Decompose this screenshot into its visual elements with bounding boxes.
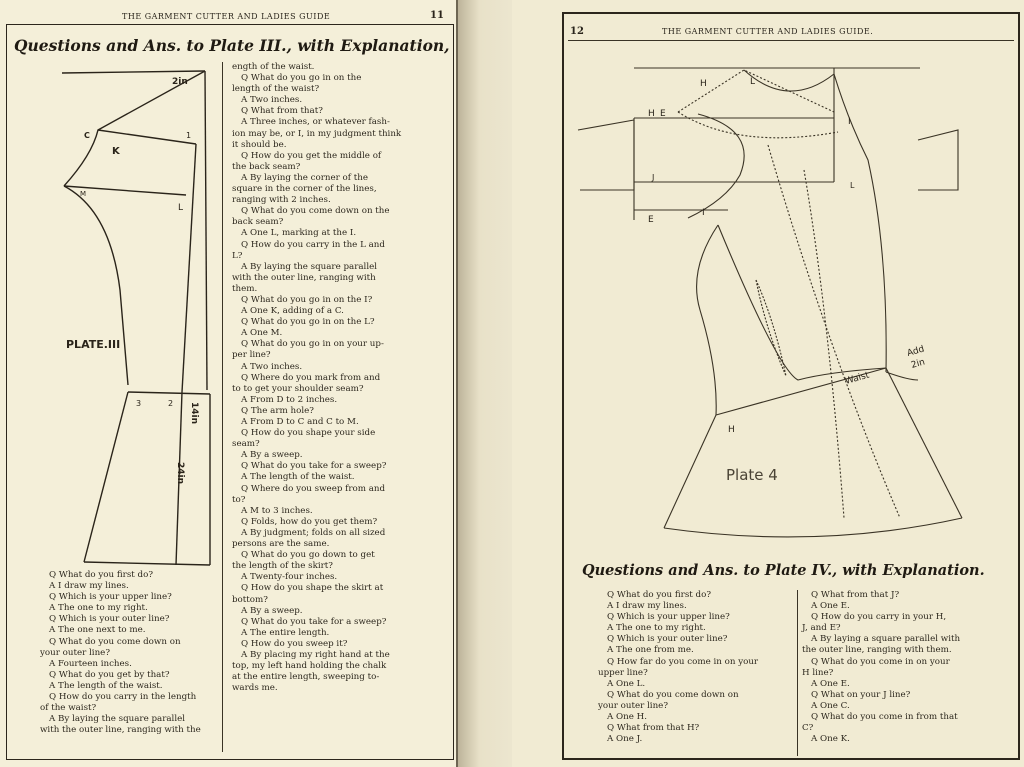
- answer-line: A One H.: [607, 712, 647, 723]
- label-l: L: [750, 77, 756, 87]
- question-line: Q What do you take for a sweep?: [241, 461, 387, 472]
- question-line: Q What from that J?: [811, 590, 900, 600]
- continuation-line: ion may be, or I, in my judgment think: [232, 128, 402, 139]
- continuation-line: the back seam?: [232, 161, 301, 172]
- answer-line: A By laying the square parallel: [49, 714, 186, 725]
- question-line: Q What do you come down on the: [241, 206, 390, 217]
- continuation-line: square in the corner of the lines,: [232, 184, 377, 195]
- question-line: Q What do you first do?: [49, 570, 153, 580]
- plate-title: Plate 4: [726, 466, 778, 484]
- label-k: K: [112, 146, 120, 157]
- answer-line: A From D to 2 inches.: [241, 394, 338, 405]
- question-line: Q What from that?: [241, 106, 323, 117]
- answer-line: A Fourteen inches.: [49, 658, 132, 669]
- label-i: I: [848, 117, 851, 127]
- label-h-e-h: H: [648, 109, 655, 119]
- answer-line: A The length of the waist.: [49, 680, 163, 691]
- continuation-line: with the outer line, ranging with the: [40, 725, 201, 736]
- answer-line: A Twenty-four inches.: [241, 572, 338, 583]
- answer-line: A By a sweep.: [241, 605, 303, 616]
- label-waist: Waist: [844, 370, 871, 387]
- continuation-line: to to get your shoulder seam?: [232, 383, 364, 394]
- question-line: Q Which is your outer line?: [49, 614, 170, 625]
- answer-line: A One L.: [607, 678, 646, 689]
- page-number: 12: [570, 26, 584, 37]
- page-number: 11: [430, 10, 444, 21]
- question-line: Q What do you get by that?: [49, 669, 170, 680]
- question-line: Q Where do you sweep from and: [241, 483, 386, 494]
- continuation-line: ength of the waist.: [232, 62, 315, 72]
- continuation-line: ranging with 2 inches.: [232, 195, 331, 206]
- answer-line: A By laying the square parallel: [241, 261, 378, 272]
- question-line: Q The arm hole?: [241, 405, 314, 416]
- left-right-column: [232, 62, 448, 694]
- answer-line: A One K.: [811, 734, 850, 745]
- right-right-column: [802, 590, 1010, 745]
- running-head: THE GARMENT CUTTER AND LADIES GUIDE.: [662, 27, 874, 36]
- answer-line: A From D to C and C to M.: [241, 417, 359, 427]
- label-add: Add: [906, 344, 926, 359]
- label-e: E: [648, 215, 654, 225]
- answer-line: A One E.: [811, 601, 850, 612]
- answer-line: A The entire length.: [241, 627, 330, 638]
- question-line: Q How do you shape your side: [241, 428, 376, 439]
- continuation-line: to?: [232, 494, 246, 505]
- answer-line: A Two inches.: [241, 95, 303, 106]
- question-line: Q How do you shape the skirt at: [241, 583, 384, 594]
- continuation-line: top, my left hand holding the chalk: [232, 661, 387, 672]
- question-line: Q What do you come in on your: [811, 656, 950, 667]
- answer-line: A One J.: [607, 734, 643, 745]
- plate-4-diagram: [568, 50, 1014, 560]
- right-left-column: [598, 590, 792, 745]
- question-line: Q Which is your upper line?: [607, 612, 730, 623]
- continuation-line: persons are the same.: [232, 539, 330, 550]
- question-line: Q How far do you come in on your: [607, 656, 759, 667]
- answer-line: A One M.: [241, 328, 283, 339]
- question-line: Q What do you take for a sweep?: [241, 616, 387, 627]
- answer-line: A By laying a square parallel with: [811, 634, 961, 645]
- running-head: THE GARMENT CUTTER AND LADIES GUIDE: [122, 12, 331, 21]
- question-line: Q What do you go in on the: [241, 73, 362, 84]
- answer-line: A By placing my right hand at the: [241, 649, 390, 660]
- label-h2: H: [728, 425, 735, 435]
- question-line: Q What do you go in on your up-: [241, 339, 384, 350]
- plate-heading: Questions and Ans. to Plate IV., with Explanation.: [582, 562, 985, 579]
- label-i2: I: [702, 208, 705, 218]
- label-h-e-e: E: [660, 109, 666, 119]
- answer-line: A One C.: [811, 700, 850, 711]
- right-page: [512, 0, 1024, 767]
- plate-title: PLATE.III: [66, 338, 121, 351]
- question-line: Q Where do you mark from and: [241, 372, 381, 383]
- left-bottom-column: [40, 570, 225, 736]
- continuation-line: the outer line, ranging with them.: [802, 645, 952, 656]
- label-3: 3: [136, 399, 142, 408]
- label-h: H: [700, 79, 707, 89]
- label-add-2in: 2in: [910, 357, 927, 371]
- continuation-line: length of the waist?: [232, 84, 320, 95]
- continuation-line: it should be.: [232, 139, 287, 150]
- question-line: Q What do you first do?: [607, 590, 711, 600]
- answer-line: A The one from me.: [607, 645, 694, 656]
- book-gutter: [458, 0, 512, 767]
- question-line: Q What on your J line?: [811, 689, 911, 700]
- answer-line: A By judgment; folds on all sized: [241, 527, 386, 538]
- label-c: C: [84, 131, 90, 140]
- answer-line: A One K, adding of a C.: [241, 306, 344, 317]
- continuation-line: wards me.: [232, 683, 278, 694]
- label-24in: 24in: [175, 462, 185, 485]
- answer-line: A The one next to me.: [49, 625, 146, 636]
- continuation-line: per line?: [232, 350, 271, 361]
- continuation-line: of the waist?: [40, 703, 97, 714]
- answer-line: A The length of the waist.: [241, 472, 355, 483]
- continuation-line: C?: [802, 723, 814, 734]
- question-line: Q What from that H?: [607, 723, 700, 734]
- question-line: Q What do you go in on the L?: [241, 317, 375, 328]
- continuation-line: your outer line?: [40, 647, 110, 658]
- plate-iii-diagram: [0, 60, 225, 570]
- label-2: 2: [168, 399, 174, 408]
- answer-line: A I draw my lines.: [49, 581, 129, 592]
- answer-line: A The one to my right.: [607, 623, 706, 634]
- continuation-line: back seam?: [232, 217, 284, 228]
- continuation-line: H line?: [802, 667, 834, 678]
- answer-line: A One L, marking at the I.: [241, 228, 357, 239]
- continuation-line: your outer line?: [598, 700, 668, 711]
- continuation-line: the length of the skirt?: [232, 561, 333, 572]
- left-page: [0, 0, 458, 767]
- continuation-line: bottom?: [232, 594, 268, 605]
- question-line: Q Which is your upper line?: [49, 592, 172, 603]
- answer-line: A M to 3 inches.: [241, 505, 313, 516]
- answer-line: A One E.: [811, 678, 850, 689]
- answer-line: A The one to my right.: [49, 603, 148, 614]
- answer-line: A Three inches, or whatever fash-: [241, 117, 390, 128]
- label-j: J: [652, 173, 655, 182]
- label-m: M: [80, 190, 87, 198]
- question-line: Q How do you get the middle of: [241, 150, 382, 161]
- question-line: Q What do you go in on the I?: [241, 294, 373, 305]
- label-14in: 14in: [189, 402, 199, 425]
- label-l: L: [178, 203, 184, 213]
- continuation-line: them.: [232, 283, 258, 294]
- question-line: Q How do you carry in the L and: [241, 239, 385, 250]
- label-2in: 2in: [172, 77, 188, 87]
- head-rule: [568, 40, 1014, 41]
- label-l2: L: [850, 181, 855, 190]
- label-1: 1: [186, 131, 192, 140]
- answer-line: A I draw my lines.: [607, 601, 687, 612]
- question-line: Q What do you come down on: [49, 636, 181, 647]
- continuation-line: at the entire length, sweeping to-: [232, 672, 380, 683]
- question-line: Q What do you go down to get: [241, 550, 375, 561]
- question-line: Q What do you come in from that: [811, 712, 958, 723]
- question-line: Q How do you carry in your H,: [811, 612, 947, 623]
- question-line: Q How do you sweep it?: [241, 638, 348, 649]
- answer-line: A By laying the corner of the: [241, 172, 368, 183]
- column-rule: [797, 590, 798, 756]
- question-line: Q How do you carry in the length: [49, 692, 197, 703]
- question-line: Q Folds, how do you get them?: [241, 516, 378, 527]
- continuation-line: upper line?: [598, 667, 648, 678]
- answer-line: A By a sweep.: [241, 450, 303, 461]
- answer-line: A Two inches.: [241, 361, 303, 372]
- question-line: Q Which is your outer line?: [607, 634, 728, 645]
- continuation-line: with the outer line, ranging with: [232, 272, 376, 283]
- question-line: Q What do you come down on: [607, 689, 739, 700]
- continuation-line: seam?: [232, 439, 260, 450]
- continuation-line: J, and E?: [802, 623, 841, 634]
- plate-heading: Questions and Ans. to Plate III., with Explanation,: [14, 36, 450, 55]
- continuation-line: L?: [232, 250, 243, 261]
